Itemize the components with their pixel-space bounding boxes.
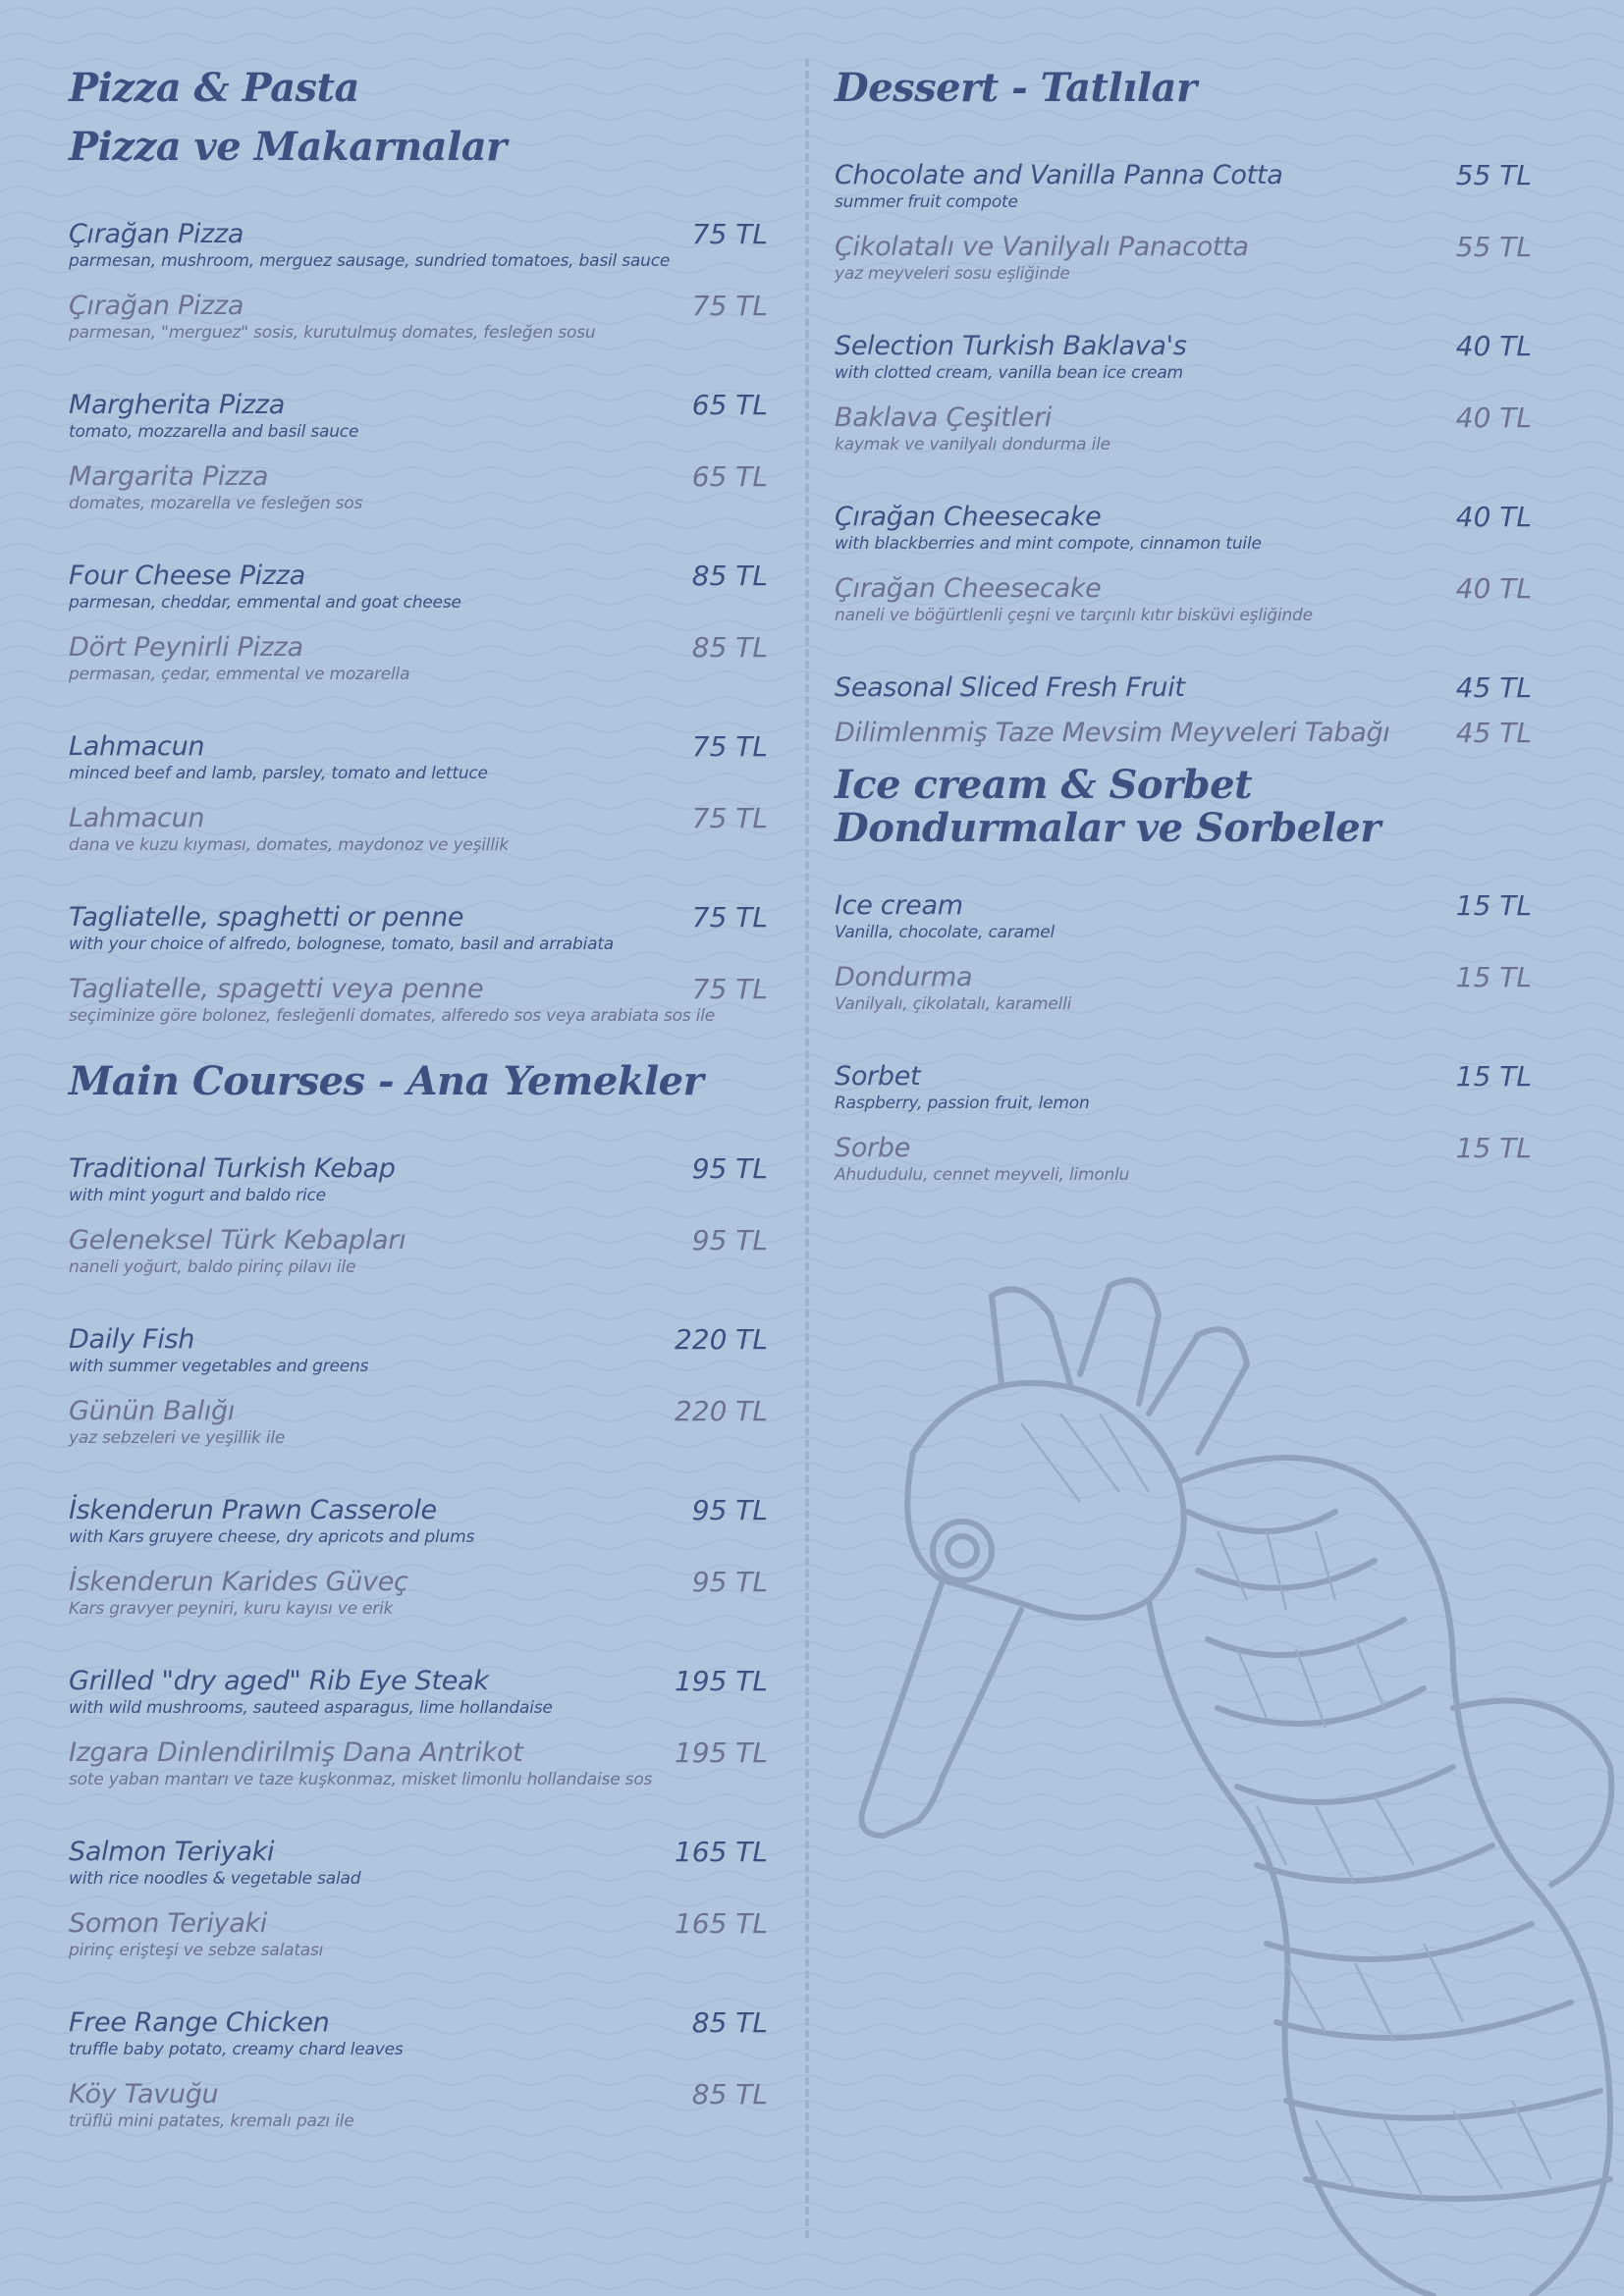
- menu-item-price: 15 TL: [1455, 889, 1532, 922]
- menu-item-name: Margarita Pizza: [69, 461, 269, 492]
- menu-item: [835, 717, 1532, 762]
- menu-item: [69, 1665, 768, 1736]
- menu-item-name: Sorbet: [835, 1061, 921, 1092]
- menu-item: [69, 631, 768, 703]
- menu-item-name: Selection Turkish Baklava's: [835, 331, 1187, 361]
- menu-item-price: 220 TL: [674, 1395, 768, 1427]
- menu-item: [835, 671, 1532, 717]
- menu-item-price: 85 TL: [691, 2006, 768, 2039]
- main-courses-list: [69, 1152, 768, 2150]
- menu-item: [69, 1224, 768, 1296]
- section-title-pizza-pasta-en: Pizza & Pasta: [69, 65, 359, 111]
- menu-item-price: 165 TL: [674, 1836, 768, 1868]
- main-courses-section: [69, 1052, 768, 2150]
- menu-item-name: Köy Tavuğu: [69, 2079, 219, 2109]
- menu-item-description: seçiminize göre bolonez, fesleğenli domates, alferedo sos veya arabiata sos ile: [69, 1006, 716, 1026]
- menu-item-description: Vanilyalı, çikolatalı, karamelli: [835, 994, 1072, 1014]
- menu-item-name: Seasonal Sliced Fresh Fruit: [835, 672, 1185, 703]
- menu-item: [69, 290, 768, 361]
- menu-item: [69, 1907, 768, 1979]
- menu-item: [69, 218, 768, 290]
- menu-item-price: 75 TL: [691, 973, 768, 1005]
- menu-item: [69, 389, 768, 460]
- menu-item-price: 85 TL: [691, 560, 768, 592]
- menu-item-name: Free Range Chicken: [69, 2007, 330, 2038]
- ice-cream-section: [835, 764, 1532, 1203]
- menu-item-name: Lahmacun: [69, 803, 205, 833]
- menu-item-name: Günün Balığı: [69, 1396, 236, 1426]
- menu-item-price: 95 TL: [691, 1566, 768, 1598]
- menu-item: [835, 159, 1532, 231]
- menu-item-name: İskenderun Karides Güveç: [69, 1567, 408, 1597]
- left-column: [69, 59, 768, 2150]
- menu-item-description: yaz meyveleri sosu eşliğinde: [835, 264, 1070, 284]
- menu-item: [69, 1494, 768, 1566]
- menu-item-description: with clotted cream, vanilla bean ice cream: [835, 363, 1183, 383]
- menu-item-price: 195 TL: [674, 1736, 768, 1769]
- menu-item-price: 85 TL: [691, 2078, 768, 2110]
- menu-item: [835, 1132, 1532, 1203]
- menu-item-description: with rice noodles & vegetable salad: [69, 1869, 361, 1889]
- menu-item-name: Çırağan Pizza: [69, 219, 244, 249]
- menu-item-price: 65 TL: [691, 389, 768, 421]
- dessert-section: [835, 59, 1532, 762]
- menu-item-description: domates, mozarella ve fesleğen sos: [69, 494, 363, 513]
- menu-item-price: 75 TL: [691, 290, 768, 322]
- menu-item-price: 75 TL: [691, 901, 768, 934]
- menu-item-name: Chocolate and Vanilla Panna Cotta: [835, 160, 1283, 190]
- menu-item-description: Ahududulu, cennet meyveli, limonlu: [835, 1165, 1130, 1185]
- pizza-pasta-list: [69, 218, 768, 1044]
- menu-item: [69, 730, 768, 802]
- menu-item: [835, 330, 1532, 401]
- menu-item-name: Sorbe: [835, 1133, 911, 1163]
- menu-item-description: with your choice of alfredo, bolognese, tomato, basil and arrabiata: [69, 934, 615, 954]
- menu-item-price: 40 TL: [1455, 501, 1532, 533]
- menu-item-price: 65 TL: [691, 460, 768, 493]
- menu-item-name: Dört Peynirli Pizza: [69, 632, 303, 663]
- menu-item: [835, 501, 1532, 572]
- menu-item: [69, 1566, 768, 1637]
- menu-item: [835, 401, 1532, 473]
- menu-item-description: with mint yogurt and baldo rice: [69, 1186, 326, 1205]
- menu-item-name: Çırağan Cheesecake: [835, 573, 1102, 604]
- menu-item-description: kaymak ve vanilyalı dondurma ile: [835, 435, 1110, 454]
- menu-item-description: permasan, çedar, emmental ve mozarella: [69, 665, 410, 684]
- menu-item-description: truffle baby potato, creamy chard leaves: [69, 2040, 404, 2059]
- menu-item-price: 75 TL: [691, 218, 768, 250]
- ice-cream-list: [835, 889, 1532, 1203]
- section-title-ice-cream-tr: Dondurmalar ve Sorbeler: [835, 805, 1380, 851]
- menu-item-price: 55 TL: [1455, 159, 1532, 191]
- menu-item-name: Four Cheese Pizza: [69, 561, 305, 591]
- menu-item-description: Kars gravyer peyniri, kuru kayısı ve erik: [69, 1599, 394, 1619]
- menu-item-description: trüflü mini patates, kremalı pazı ile: [69, 2111, 354, 2131]
- menu-item-name: Traditional Turkish Kebap: [69, 1153, 396, 1184]
- menu-item-price: 165 TL: [674, 1907, 768, 1940]
- menu-item-name: Çırağan Cheesecake: [835, 502, 1102, 532]
- menu-item-name: Çikolatalı ve Vanilyalı Panacotta: [835, 232, 1249, 262]
- menu-item-description: parmesan, mushroom, merguez sausage, sundried tomatoes, basil sauce: [69, 251, 671, 271]
- section-title-pizza-pasta-tr: Pizza ve Makarnalar: [69, 124, 507, 170]
- menu-item-name: Dondurma: [835, 962, 973, 992]
- menu-item: [69, 1152, 768, 1224]
- menu-item-description: dana ve kuzu kıyması, domates, maydonoz ve yeşillik: [69, 835, 509, 855]
- menu-item-name: Daily Fish: [69, 1324, 195, 1355]
- menu-item: [835, 231, 1532, 302]
- section-title-ice-cream-en: Ice cream & Sorbet: [835, 762, 1253, 808]
- menu-item-description: Vanilla, chocolate, caramel: [835, 923, 1055, 942]
- menu-item-price: 95 TL: [691, 1224, 768, 1256]
- menu-item-name: İskenderun Prawn Casserole: [69, 1495, 437, 1525]
- menu-item-name: Ice cream: [835, 890, 963, 921]
- menu-item-name: Margherita Pizza: [69, 390, 285, 420]
- menu-item-price: 55 TL: [1455, 231, 1532, 263]
- menu-item-name: Lahmacun: [69, 731, 205, 762]
- menu-item: [835, 889, 1532, 961]
- menu-item-name: Somon Teriyaki: [69, 1908, 268, 1939]
- menu-item-price: 40 TL: [1455, 572, 1532, 605]
- menu-item-price: 85 TL: [691, 631, 768, 664]
- menu-item-description: parmesan, cheddar, emmental and goat cheese: [69, 593, 461, 613]
- menu-item: [69, 901, 768, 973]
- menu-item-price: 15 TL: [1455, 1132, 1532, 1164]
- menu-item-description: sote yaban mantarı ve taze kuşkonmaz, misket limonlu hollandaise sos: [69, 1770, 653, 1789]
- menu-item-price: 45 TL: [1455, 717, 1532, 749]
- menu-item-price: 15 TL: [1455, 961, 1532, 993]
- right-column: [835, 59, 1532, 1203]
- dessert-list: [835, 159, 1532, 762]
- menu-item-description: minced beef and lamb, parsley, tomato and lettuce: [69, 764, 488, 783]
- menu-item-name: Baklava Çeşitleri: [835, 402, 1053, 433]
- menu-item-description: with blackberries and mint compote, cinnamon tuile: [835, 534, 1262, 554]
- menu-item-name: Grilled "dry aged" Rib Eye Steak: [69, 1666, 489, 1696]
- section-title-main-courses: Main Courses - Ana Yemekler: [69, 1058, 704, 1104]
- menu-item: [69, 1323, 768, 1395]
- menu-item-price: 195 TL: [674, 1665, 768, 1697]
- menu-item-price: 15 TL: [1455, 1060, 1532, 1093]
- menu-item-name: Tagliatelle, spagetti veya penne: [69, 974, 484, 1004]
- menu-item: [69, 802, 768, 874]
- menu-item-description: with wild mushrooms, sauteed asparagus, lime hollandaise: [69, 1698, 553, 1718]
- menu-item-description: Raspberry, passion fruit, lemon: [835, 1094, 1090, 1113]
- menu-item-description: summer fruit compote: [835, 192, 1018, 212]
- menu-item-description: naneli ve böğürtlenli çeşni ve tarçınlı kıtır bisküvi eşliğinde: [835, 606, 1313, 625]
- menu-item: [69, 1395, 768, 1467]
- menu-item: [835, 572, 1532, 644]
- menu-item-description: tomato, mozzarella and basil sauce: [69, 422, 359, 442]
- menu-item-price: 95 TL: [691, 1152, 768, 1185]
- menu-item-description: naneli yoğurt, baldo pirinç pilavı ile: [69, 1257, 356, 1277]
- menu-item-name: Geleneksel Türk Kebapları: [69, 1225, 406, 1255]
- menu-item: [835, 961, 1532, 1033]
- menu-item: [69, 973, 768, 1044]
- column-divider: [805, 59, 809, 2238]
- menu-item: [69, 2078, 768, 2150]
- section-title-dessert: Dessert - Tatlılar: [835, 65, 1197, 111]
- menu-item: [69, 1736, 768, 1808]
- menu-item-price: 40 TL: [1455, 330, 1532, 362]
- menu-item: [69, 560, 768, 631]
- menu-item-price: 75 TL: [691, 802, 768, 834]
- menu-item-name: Izgara Dinlendirilmiş Dana Antrikot: [69, 1737, 523, 1768]
- menu-item-price: 95 TL: [691, 1494, 768, 1526]
- menu-item-price: 40 TL: [1455, 401, 1532, 434]
- menu-item-price: 220 TL: [674, 1323, 768, 1356]
- pizza-pasta-section: [69, 59, 768, 1044]
- menu-item: [835, 1060, 1532, 1132]
- seahorse-illustration-icon: [825, 1256, 1624, 2296]
- menu-item-description: with Kars gruyere cheese, dry apricots and plums: [69, 1527, 475, 1547]
- menu-item-name: Tagliatelle, spaghetti or penne: [69, 902, 464, 933]
- menu-item: [69, 1836, 768, 1907]
- menu-item-name: Salmon Teriyaki: [69, 1837, 275, 1867]
- menu-item: [69, 460, 768, 532]
- menu-item-description: with summer vegetables and greens: [69, 1357, 369, 1376]
- menu-item-price: 45 TL: [1455, 671, 1532, 704]
- menu-item-price: 75 TL: [691, 730, 768, 763]
- menu-item-description: pirinç erişteşi ve sebze salatası: [69, 1941, 324, 1960]
- menu-item-description: parmesan, "merguez" sosis, kurutulmuş domates, fesleğen sosu: [69, 323, 596, 343]
- menu-item-description: yaz sebzeleri ve yeşillik ile: [69, 1428, 286, 1448]
- menu-item: [69, 2006, 768, 2078]
- menu-item-name: Dilimlenmiş Taze Mevsim Meyveleri Tabağı: [835, 718, 1390, 748]
- menu-item-name: Çırağan Pizza: [69, 291, 244, 321]
